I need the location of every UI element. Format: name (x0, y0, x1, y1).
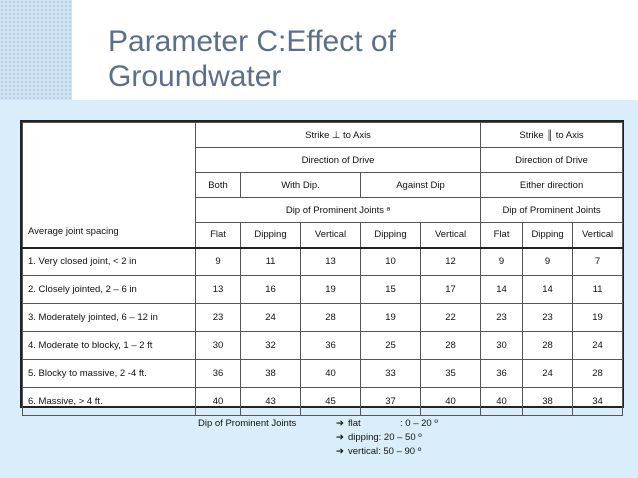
table-cell: 36 (301, 332, 361, 360)
table-cell: 10 (361, 248, 421, 276)
table-row (23, 388, 623, 416)
table-cell: 37 (361, 388, 421, 416)
table-cell: 40 (481, 388, 523, 416)
column-header: Dipping (361, 223, 421, 248)
table-row (23, 360, 623, 388)
table-cell: 40 (301, 360, 361, 388)
row-label: 2. Closely jointed, 2 – 6 in (23, 276, 196, 304)
row-label: 6. Massive, > 4 ft. (23, 388, 196, 416)
table-cell: 28 (523, 332, 573, 360)
table-cell: 28 (301, 304, 361, 332)
row-label: 4. Moderate to blocky, 1 – 2 ft (23, 332, 196, 360)
table-cell: 14 (481, 276, 523, 304)
table-cell: 32 (241, 332, 301, 360)
table-cell: 36 (481, 360, 523, 388)
table-cell: 9 (481, 248, 523, 276)
table-cell: 22 (421, 304, 481, 332)
column-header: Dipping (523, 223, 573, 248)
table-cell: 23 (481, 304, 523, 332)
table-cell: 23 (523, 304, 573, 332)
table-cell: 36 (196, 360, 241, 388)
row-label: 5. Blocky to massive, 2 -4 ft. (23, 360, 196, 388)
column-header: Flat (196, 223, 241, 248)
table-cell: 30 (196, 332, 241, 360)
table-cell: 16 (241, 276, 301, 304)
table-cell: 38 (523, 388, 573, 416)
table-cell: 28 (573, 360, 623, 388)
table-cell: 11 (241, 248, 301, 276)
table-row (23, 332, 623, 360)
rating-table (22, 122, 623, 416)
table-cell: 33 (361, 360, 421, 388)
table-row (23, 304, 623, 332)
arrow-icon: ➔ (336, 432, 344, 443)
table-cell: 25 (361, 332, 421, 360)
table-cell: 19 (301, 276, 361, 304)
table-cell: 40 (196, 388, 241, 416)
table-cell: 13 (196, 276, 241, 304)
table-cell: 11 (573, 276, 623, 304)
table-cell: 24 (573, 332, 623, 360)
column-header: Vertical (573, 223, 623, 248)
legend-item (336, 446, 438, 460)
table-cell: 15 (361, 276, 421, 304)
table-cell: 40 (421, 388, 481, 416)
table-cell: 24 (241, 304, 301, 332)
legend-list (336, 418, 438, 460)
direction-of-drive-header-2: Direction of Drive (481, 148, 623, 173)
strike-parallel-header: Strike ║ to Axis (481, 123, 623, 148)
slide-title-line2: Groundwater (108, 60, 282, 93)
against-dip-header: Against Dip (361, 173, 481, 198)
legend-title: Dip of Prominent Joints (198, 418, 297, 429)
table-cell: 14 (523, 276, 573, 304)
table-cell: 38 (241, 360, 301, 388)
decorative-pattern-strip (0, 0, 72, 100)
direction-of-drive-header: Direction of Drive (196, 148, 481, 173)
table-cell: 13 (301, 248, 361, 276)
table-cell: 34 (573, 388, 623, 416)
with-dip-header: With Dip. (241, 173, 361, 198)
row-label: 1. Very closed joint, < 2 in (23, 248, 196, 276)
strike-perpendicular-header: Strike ⊥ to Axis (196, 123, 481, 148)
legend-item-range: : 50 – 90 º (378, 446, 422, 457)
either-direction-header: Either direction (481, 173, 623, 198)
arrow-icon: ➔ (336, 446, 344, 457)
column-header: Vertical (301, 223, 361, 248)
legend-item (336, 418, 438, 432)
slide-title-line1: Parameter C:Effect of (108, 25, 396, 58)
table-row (23, 248, 623, 276)
legend-item (336, 432, 438, 446)
slide-title (108, 24, 628, 94)
corner-header: Average joint spacing (23, 123, 196, 248)
table-cell: 23 (196, 304, 241, 332)
column-header: Vertical (421, 223, 481, 248)
table-cell: 45 (301, 388, 361, 416)
column-header: Flat (481, 223, 523, 248)
table-cell: 43 (241, 388, 301, 416)
legend-item-name: vertical (348, 446, 379, 457)
arrow-icon: ➔ (336, 418, 344, 429)
table-cell: 9 (196, 248, 241, 276)
table-cell: 19 (361, 304, 421, 332)
legend-item-range: : 20 – 50 º (378, 432, 422, 443)
table-cell: 9 (523, 248, 573, 276)
groundwater-table (20, 120, 624, 408)
both-header: Both (196, 173, 241, 198)
table-cell: 35 (421, 360, 481, 388)
table-cell: 28 (421, 332, 481, 360)
column-header: Dipping (241, 223, 301, 248)
table-cell: 19 (573, 304, 623, 332)
table-row (23, 276, 623, 304)
legend-item-name: dipping (348, 432, 379, 443)
dip-prominent-joints-header: Dip of Prominent Joints ᵃ (196, 198, 481, 223)
legend-item-name: flat (348, 418, 361, 429)
table-cell: 24 (523, 360, 573, 388)
legend-item-range: : 0 – 20 º (400, 418, 438, 429)
dip-prominent-joints-header-2: Dip of Prominent Joints (481, 198, 623, 223)
row-label: 3. Moderately jointed, 6 – 12 in (23, 304, 196, 332)
table-cell: 30 (481, 332, 523, 360)
table-cell: 7 (573, 248, 623, 276)
table-cell: 17 (421, 276, 481, 304)
table-cell: 12 (421, 248, 481, 276)
